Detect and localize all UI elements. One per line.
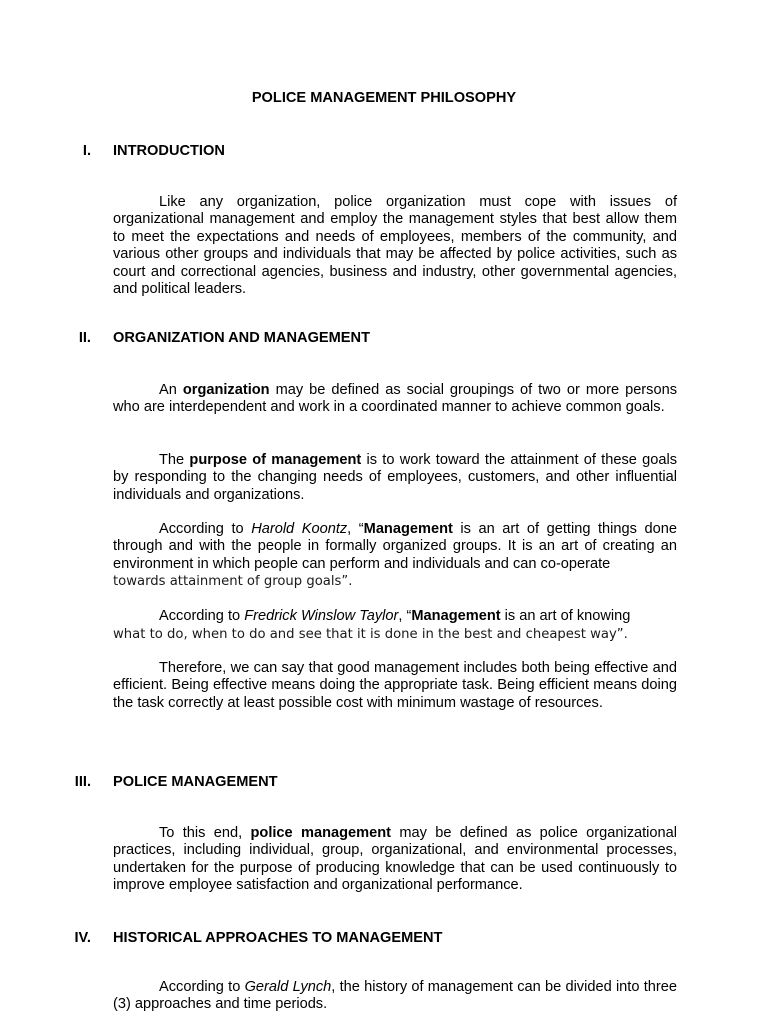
text-run: , “	[398, 608, 412, 624]
text-run: is to work toward the attainment of these goals by responding to the changing needs of employees, customers, and other influential individuals and organizations.	[113, 452, 677, 503]
text-run: According to	[159, 521, 252, 537]
text-run: According to	[159, 608, 245, 624]
taylor-paragraph	[113, 608, 677, 625]
text-run: is an art of knowing	[500, 608, 631, 624]
organization-paragraph	[113, 382, 677, 417]
section-numeral: II.	[78, 330, 91, 346]
koontz-paragraph	[113, 521, 677, 573]
bold-term: Management	[363, 521, 453, 537]
section-numeral: IV.	[74, 930, 91, 946]
text-run: The	[159, 452, 190, 468]
text-run: , “	[347, 521, 364, 537]
koontz-paragraph-last-line: towards attainment of group goals”.	[113, 574, 353, 589]
author-name: Harold Koontz	[251, 521, 348, 537]
lynch-paragraph	[113, 979, 677, 1014]
author-name: Fredrick Winslow Taylor	[244, 608, 399, 624]
introduction-paragraph: Like any organization, police organization must cope with issues of organizational management and employ the management styles that best allow them to meet the expectations and needs of employees, members of the community, and various other groups and individuals that may be affected by police activities, such as court and correctional agencies, business and industry, other governmental agencies, and political leaders.	[113, 194, 677, 298]
therefore-paragraph: Therefore, we can say that good management includes both being effective and efficient. Being effective means doing the appropriate task. Being efficient means doing the task correctly at least possible cost with minimum wastage of resources.	[113, 660, 677, 711]
bold-term: Management	[411, 608, 501, 624]
section-numeral: I.	[82, 143, 91, 159]
text-run: According to	[159, 979, 245, 995]
purpose-paragraph	[113, 452, 677, 504]
text-run: is an art of getting things done through and with the people in formally organized groups. It is an art of creating an environment in which people can perform and individuals and can co-operate	[113, 521, 677, 572]
bold-term: organization	[182, 382, 270, 398]
author-name: Gerald Lynch	[244, 979, 332, 995]
section-title: HISTORICAL APPROACHES TO MANAGEMENT	[113, 930, 443, 946]
section-numeral: III.	[74, 774, 91, 790]
text-run: To this end,	[159, 825, 251, 841]
text-run: may be defined as police organizational practices, including individual, group, organizational, and environmental processes, undertaken for the purpose of producing knowledge that can be used continuously to improve employee satisfaction and organizational performance.	[113, 825, 677, 894]
taylor-paragraph-last-line: what to do, when to do and see that it is done in the best and cheapest way”.	[113, 627, 628, 642]
police-management-paragraph	[113, 825, 677, 895]
section-title: INTRODUCTION	[113, 143, 225, 159]
document-title: POLICE MANAGEMENT PHILOSOPHY	[251, 90, 517, 106]
text-run: An	[159, 382, 183, 398]
text-run: , the history of management can be divided into three (3) approaches and time periods.	[113, 979, 677, 1013]
text-run: may be defined as social groupings of two or more persons who are interdependent and work in a coordinated manner to achieve common goals.	[113, 382, 677, 416]
section-title: ORGANIZATION AND MANAGEMENT	[113, 330, 370, 346]
bold-term: purpose of management	[189, 452, 362, 468]
bold-term: police management	[250, 825, 391, 841]
section-title: POLICE MANAGEMENT	[113, 774, 278, 790]
